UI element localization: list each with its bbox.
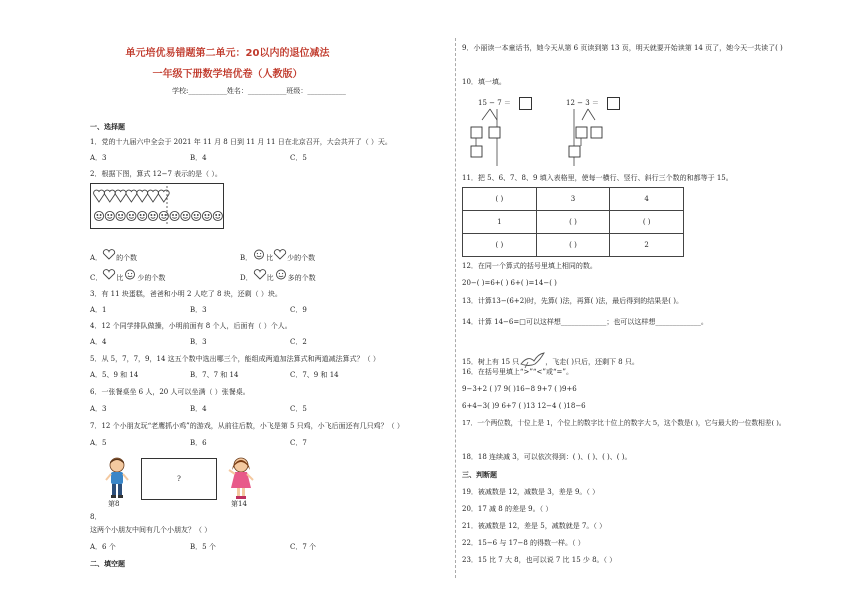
smiley-icon [192,211,201,220]
q8-option-b[interactable]: B．5 个 [190,543,216,551]
q10-decomposition-tree-2 [558,108,628,168]
girl-illustration [228,456,254,500]
question-8: 这两个小朋友中间有几个小朋友？（ ） [90,526,212,534]
hearts-smileys-figure [90,183,224,229]
girl-figure-svg [228,456,254,500]
q2-option-a[interactable] [90,249,137,263]
grid-cell[interactable]: ( ) [610,211,684,234]
smiley-icon [170,211,179,220]
q2b-suffix: 少的个数 [287,254,316,262]
question-4: 4．12 个同学排队做操，小明前面有 8 个人，后面有（ ）个人。 [90,322,292,330]
q3-option-a[interactable]: A．1 [90,306,107,314]
heart-icon [148,190,159,202]
q1-option-c[interactable]: C．5 [290,154,307,162]
q2-option-d[interactable] [240,269,316,283]
heart-icon [102,249,116,260]
question-2: 2．根据下图，算式 12−7 表示的是（ ）。 [90,170,222,178]
question-14: 14．计算 14−6=□可以这样想_____________；也可以这样想_____________。 [462,318,708,326]
q2d-suffix: 多的个数 [287,274,316,282]
question-20: 20．17 减 8 的差是 9。（ ） [462,505,553,513]
q8-option-a[interactable]: A．6 个 [90,543,116,551]
question-6: 6．一张餐桌坐 6 人，20 人可以坐满（ ）张餐桌。 [90,388,250,396]
smiley-icon [274,269,288,280]
heart-icon [115,190,126,202]
grid-cell: 3 [536,188,610,211]
question-1: 1．党的十九届六中全会于 2021 年 11 月 8 日到 11 月 11 日在北京召开，大会共开了（ ）天。 [90,138,392,146]
grid-row [463,211,684,234]
smiley-icon [181,211,190,220]
smiley-icon [213,211,222,220]
heart-icon [102,269,116,280]
grid-cell[interactable]: ( ) [463,188,537,211]
question-17: 17．一个两位数，十位上是 1，个位上的数字比十位上的数字大 5，这个数是( )，它与最大的一位数相差( )。 [462,419,786,427]
smiley-icon [94,211,103,220]
q15-suffix: ，飞走( )只后，还剩下 8 只。 [545,358,639,366]
grid-cell[interactable]: ( ) [463,234,537,257]
girl-position-label: 第14 [231,500,247,508]
question-23: 23．15 比 7 大 8，也可以说 7 比 15 少 8。（ ） [462,556,617,564]
boy-illustration [104,456,130,500]
column-divider [455,38,456,578]
q2a-prefix: A． [90,254,103,262]
grid-row [463,188,684,211]
heart-icon [104,190,115,202]
q2-option-c[interactable] [90,269,165,283]
q8-option-c[interactable]: C．7 个 [290,543,317,551]
question-16-row-1[interactable]: 9−3+2 ( )7 9( )16−8 9+7 ( )9+6 [462,385,577,393]
worksheet-subtitle: 一年级下册数学培优卷（人教版） [152,69,303,80]
heart-icon [253,269,267,280]
q3-option-c[interactable]: C．9 [290,306,307,314]
q2a-suffix: 的个数 [116,254,138,262]
boy-position-label: 第8 [108,500,120,508]
heart-icon [273,249,287,260]
q5-option-a[interactable]: A．5、9 和 14 [90,371,139,379]
section-heading-fill: 二、填空题 [90,559,125,568]
student-info-line: 学校:___________姓名：___________班级：___________ [172,87,346,95]
question-13: 13．计算13−(6+2)时，先算( )法，再算( )法，最后得到的结果是( )。 [462,297,683,305]
question-16-row-2[interactable]: 6+4−3( )9 6+7 ( )13 12−4 ( )18−6 [462,402,586,410]
q10-expression-1: 15 − 7 ＝ [478,99,511,107]
heart-icon [94,190,105,202]
q7-option-b[interactable]: B．6 [190,439,207,447]
grid-cell[interactable]: ( ) [536,211,610,234]
question-3: 3．有 11 块蛋糕，爸爸和小明 2 人吃了 8 块，还剩（ ）块。 [90,290,282,298]
q10-decomposition-tree-1 [462,108,532,168]
q7-option-a[interactable]: A．5 [90,439,107,447]
section-heading-choice: 一、选择题 [90,122,125,131]
grid-cell[interactable]: ( ) [536,234,610,257]
q2c-prefix: C． [90,274,103,282]
q5-option-b[interactable]: B．7、7 和 14 [190,371,239,379]
q6-option-c[interactable]: C．5 [290,405,307,413]
question-12: 12．在同一个算式的括号里填上相同的数。 [462,262,597,270]
smiley-icon [148,211,157,220]
q4-option-c[interactable]: C．2 [290,338,307,346]
hearts-smileys-svg [91,184,223,228]
question-11: 11．把 5、6、7、8、9 填入表格里，使每一横行、竖行、斜行三个数的和都等于 15。 [462,174,733,182]
question-18: 18．18 连续减 3，可以依次得到：( )、( )、( )、( )。 [462,453,632,461]
heart-icon [126,190,137,202]
section-heading-judge: 三、判断题 [462,470,497,479]
middle-children-box [141,458,217,500]
question-21: 21．被减数是 12，差是 5，减数就是 7。（ ） [462,522,607,530]
q3-option-b[interactable]: B．3 [190,306,207,314]
q4-option-b[interactable]: B．3 [190,338,207,346]
question-22: 22．15−6 与 17−8 的得数一样。（ ） [462,539,585,547]
smiley-icon [116,211,125,220]
q6-option-a[interactable]: A．3 [90,405,107,413]
question-19: 19．被减数是 12，减数是 3，差是 9。（ ） [462,488,600,496]
q10-expression-2: 12 − 3 ＝ [566,99,599,107]
worksheet-title: 单元培优易错题第二单元：20以内的退位减法 [125,48,330,59]
smiley-icon [252,249,266,260]
boy-figure-svg [104,456,130,500]
q2c-mid: 比 [116,274,124,282]
heart-icon [158,190,169,202]
smiley-icon [202,211,211,220]
smiley-icon [138,211,147,220]
question-10: 10．填一填。 [462,78,506,86]
smiley-icon [105,211,114,220]
q2b-prefix: B． [240,254,253,262]
smiley-icon [123,269,137,280]
unknown-mark: ? [177,475,181,483]
q6-option-b[interactable]: B．4 [190,405,207,413]
question-16: 16．在括号里填上“>”“<”或“=”。 [462,368,573,376]
q1-option-b[interactable]: B．4 [190,154,207,162]
q1-option-a[interactable]: A．3 [90,154,107,162]
q2-option-b[interactable] [240,249,315,263]
grid-cell: 4 [610,188,684,211]
grid-row [463,234,684,257]
q2d-prefix: D． [240,274,253,282]
smiley-icon [127,211,136,220]
q5-option-c[interactable]: C．7、9 和 14 [290,371,339,379]
q2c-suffix: 少的个数 [137,274,166,282]
grid-cell: 2 [610,234,684,257]
question-5: 5．从 5，7，7，9，14 这五个数中选出哪三个，能组成两道加法算式和两道减法算式？（ ） [90,355,380,363]
q4-option-a[interactable]: A．4 [90,338,107,346]
question-9: 9．小丽读一本童话书，她今天从第 6 页读到第 13 页，明天就要开始读第 14 页了，她今天一共读了( ) [462,44,783,52]
question-8-number: 8． [90,513,102,521]
question-7: 7．12 个小朋友玩“老鹰抓小鸡”的游戏，从前往后数，小飞是第 5 只鸡，小飞后面还有几只鸡？（ ） [90,422,404,430]
q15-prefix: 15．树上有 15 只 [462,358,520,366]
q2b-mid: 比 [266,254,274,262]
q2d-mid: 比 [266,274,274,282]
heart-icon [137,190,148,202]
grid-cell: 1 [463,211,537,234]
q7-option-c[interactable]: C．7 [290,439,307,447]
magic-square-grid [462,187,684,257]
question-12-blanks[interactable]: 20−( )=6+( ) 6+( )=14−( ) [462,279,557,287]
